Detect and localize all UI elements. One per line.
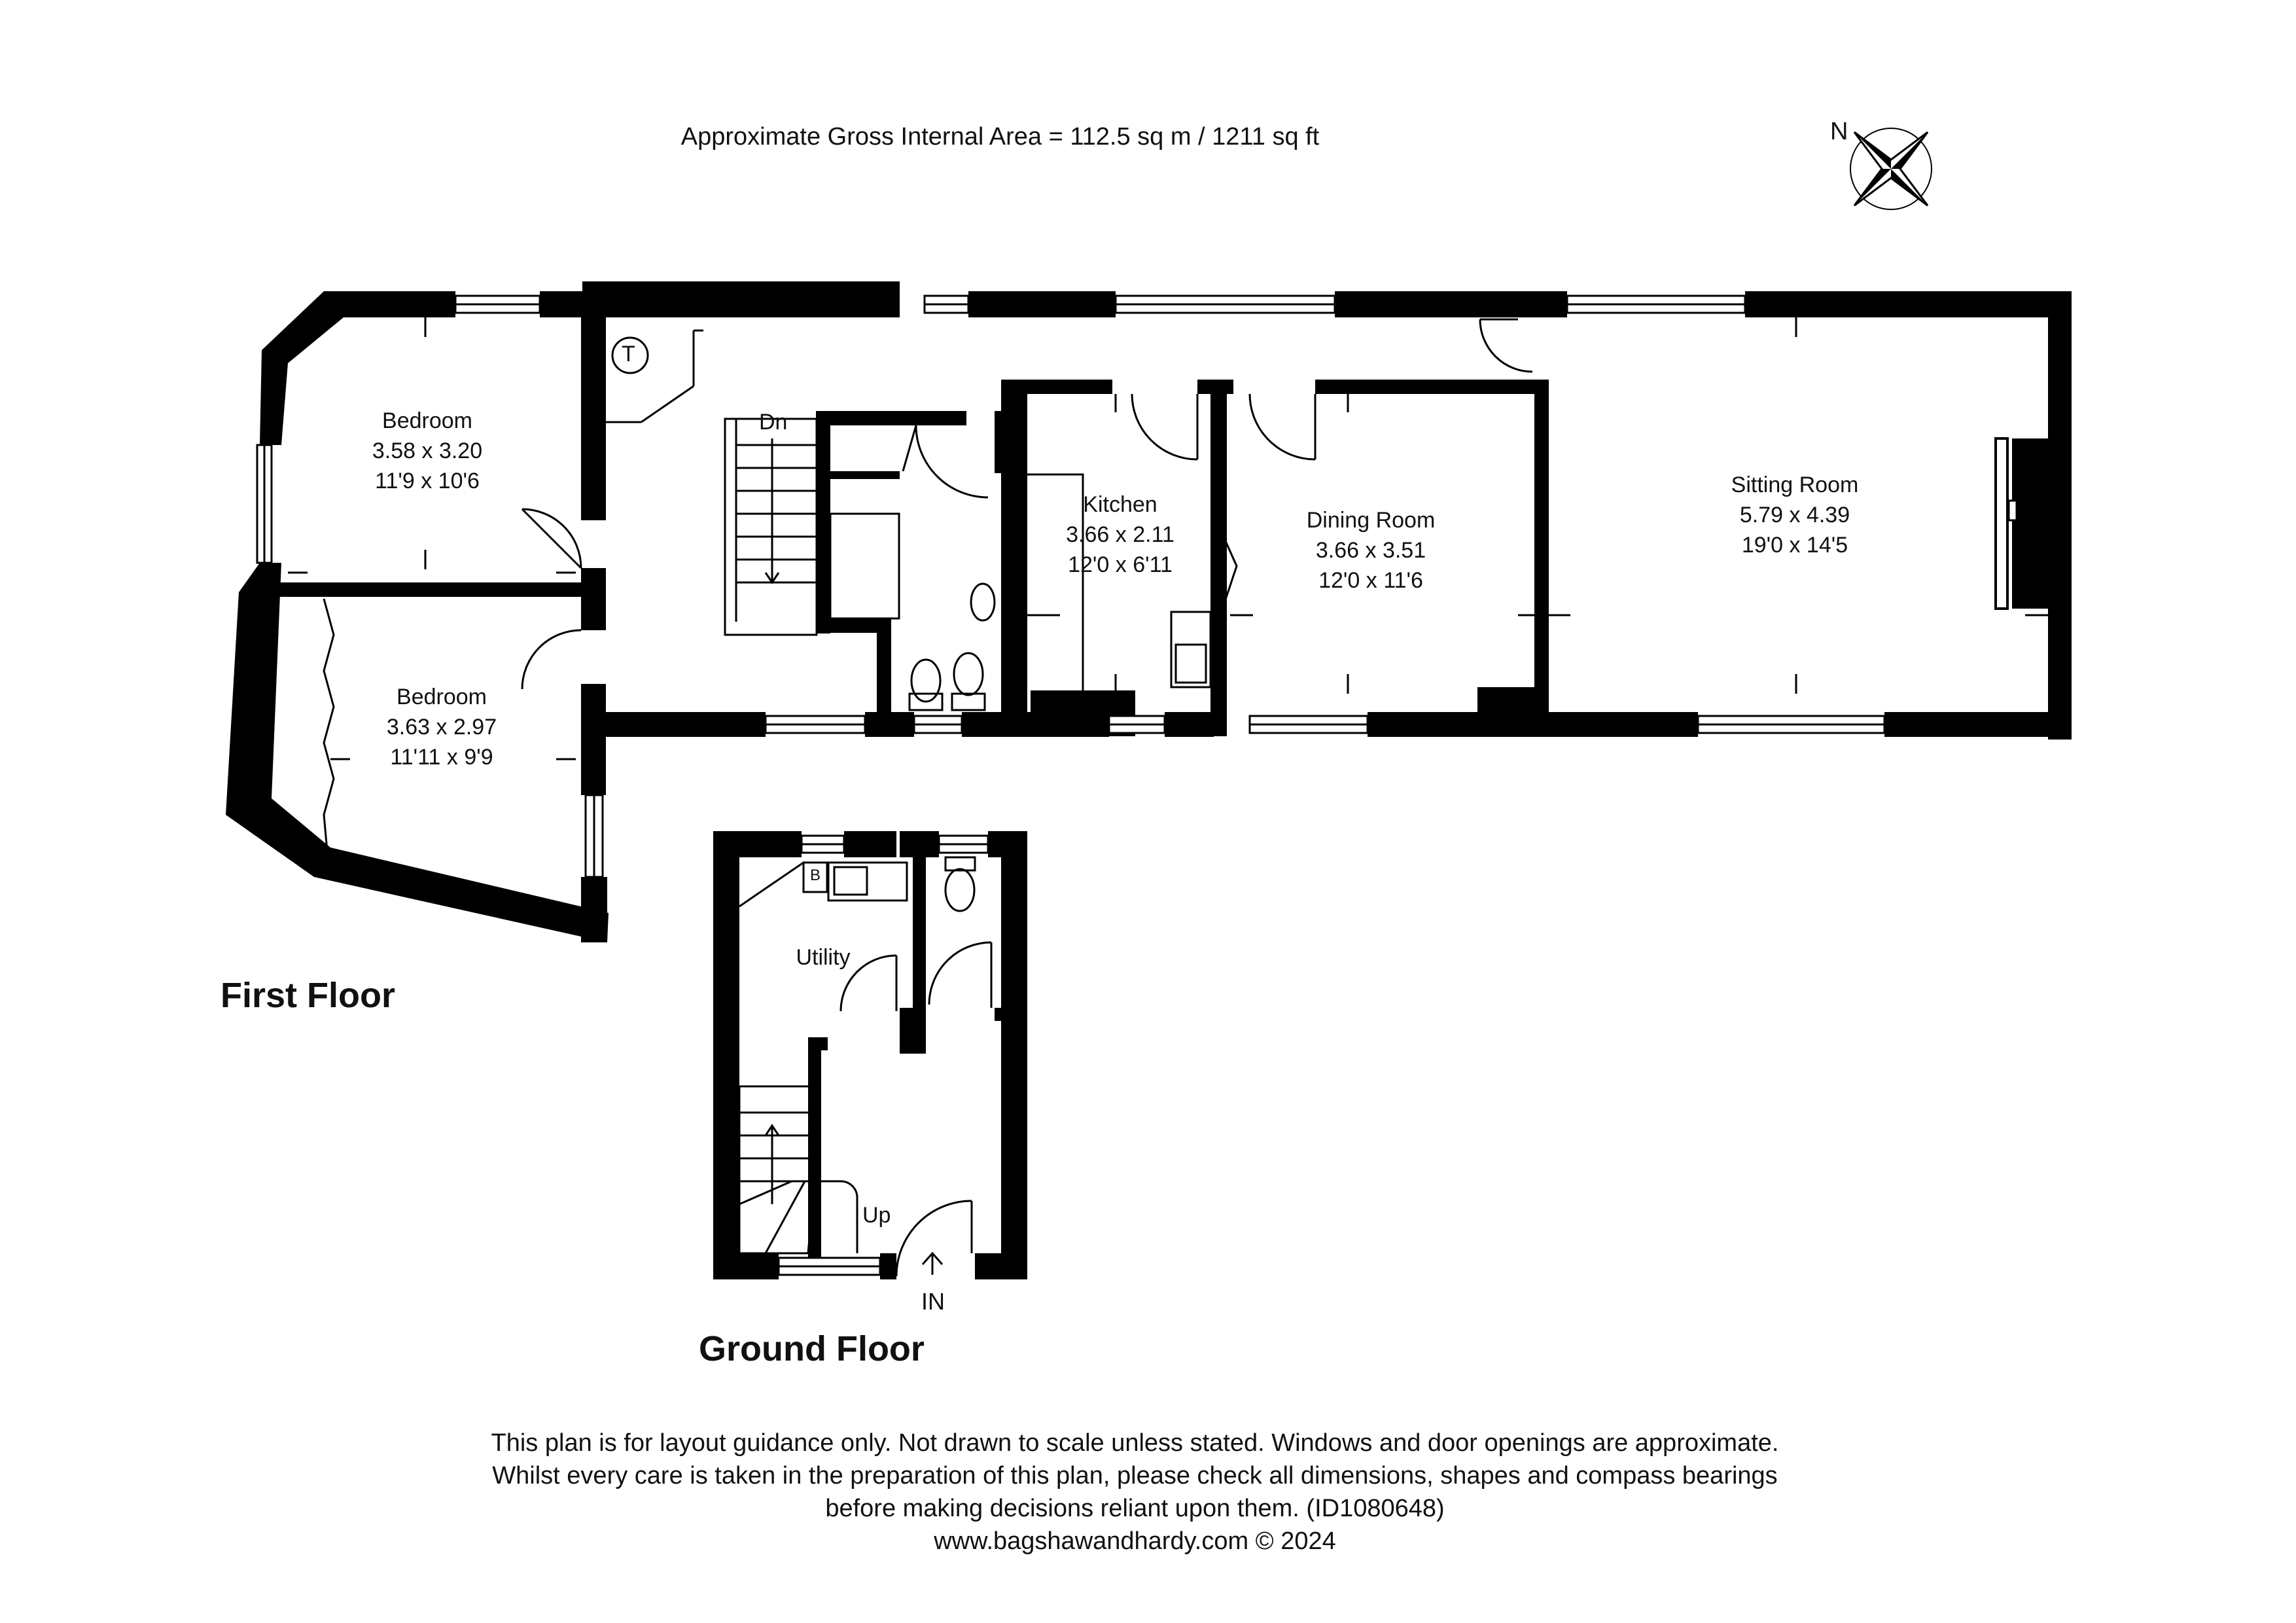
room-name: Utility [796,945,851,970]
disclaimer-line-3: before making decisions reliant upon them. (ID1080648) [825,1495,1445,1522]
room-bedroom-2 [387,682,497,772]
disclaimer [0,1427,2296,1558]
ground-floor-title: Ground Floor [699,1329,925,1368]
room-imperial: 12'0 x 6'11 [1068,552,1173,577]
room-imperial: 11'11 x 9'9 [390,745,493,770]
stairs-down-label: Dn [759,410,788,435]
disclaimer-line-2: Whilst every care is taken in the preparation of this plan, please check all dimensions, shapes and compass bearings [492,1462,1778,1489]
room-metric: 3.58 x 3.20 [372,438,483,463]
disclaimer-line-1: This plan is for layout guidance only. Not drawn to scale unless stated. Windows and door openings are approximate. [491,1429,1779,1457]
first-floor-plan [226,281,2072,942]
room-metric: 5.79 x 4.39 [1739,503,1850,527]
room-metric: 3.63 x 2.97 [386,715,497,740]
room-name: Bedroom [382,408,472,433]
room-kitchen [1066,490,1174,580]
room-name: Bedroom [397,685,487,709]
room-metric: 3.66 x 3.51 [1315,538,1426,563]
room-imperial: 19'0 x 14'5 [1741,533,1848,558]
room-name: Kitchen [1083,492,1157,517]
room-sitting [1731,470,1859,560]
tank-label: T [622,342,635,366]
room-metric: 3.66 x 2.11 [1066,522,1174,547]
room-name: Sitting Room [1731,473,1859,497]
first-floor-title: First Floor [221,976,395,1015]
entrance-label: IN [921,1288,945,1315]
boiler-label: B [810,866,821,884]
room-imperial: 11'9 x 10'6 [375,469,480,493]
compass-north-label: N [1830,118,1848,145]
disclaimer-line-4: www.bagshawandhardy.com © 2024 [934,1527,1336,1555]
room-name: Dining Room [1306,508,1436,533]
area-summary: Approximate Gross Internal Area = 112.5 sq m / 1211 sq ft [680,123,1320,151]
stairs-up-label: Up [862,1203,891,1228]
room-dining [1307,505,1436,596]
room-imperial: 12'0 x 11'6 [1318,568,1423,593]
room-bedroom-1 [372,406,482,496]
room-utility [796,942,850,972]
